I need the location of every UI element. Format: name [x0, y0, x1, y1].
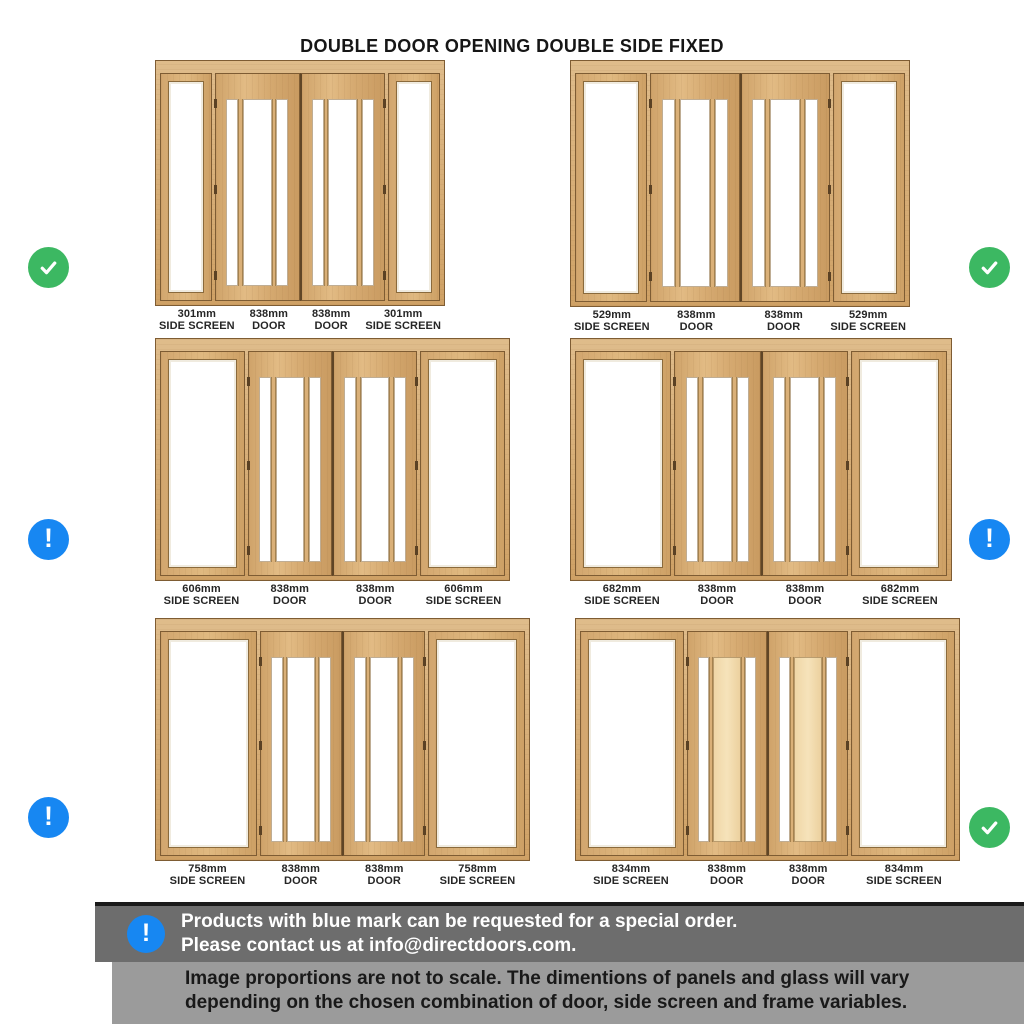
glass-pane — [662, 99, 675, 287]
dimension-type: DOOR — [314, 319, 348, 332]
dimension-value: 838mm — [281, 863, 320, 875]
dimension-value: 838mm — [677, 309, 716, 321]
side-screen-glass — [168, 81, 204, 293]
glass-pane — [773, 377, 785, 562]
dimension-type: SIDE SCREEN — [584, 594, 660, 607]
door-right — [767, 631, 848, 856]
dimension-type: DOOR — [700, 594, 734, 607]
glass-pane — [698, 657, 709, 842]
dimension-value: 682mm — [880, 583, 920, 595]
dimension-value: 606mm — [182, 583, 221, 595]
dimension-value: 838mm — [697, 583, 737, 595]
glass-pane — [790, 377, 819, 562]
door-left — [650, 73, 740, 302]
side-screen-label — [830, 310, 906, 333]
door-glazing — [271, 657, 331, 842]
door-label — [761, 584, 849, 607]
dimension-value: 758mm — [458, 863, 497, 875]
exclamation-icon — [969, 519, 1010, 560]
door-frame — [570, 60, 910, 307]
door-frame — [155, 618, 530, 861]
side-screen — [420, 351, 505, 576]
disclaimer-text — [185, 967, 1024, 1015]
glass-pane — [752, 99, 765, 287]
glass-pane — [226, 99, 238, 287]
glass-pane — [287, 657, 315, 842]
door-glazing — [312, 99, 374, 287]
notice-line: Please contact us at info@directdoors.com. — [181, 935, 577, 956]
door-glazing — [344, 377, 406, 562]
side-screen — [575, 351, 671, 576]
door-glazing — [662, 99, 728, 287]
dimension-type: DOOR — [252, 319, 286, 332]
side-screen-label — [159, 309, 235, 332]
door-left — [687, 631, 767, 856]
dimension-type: SIDE SCREEN — [425, 594, 502, 607]
side-screen — [851, 351, 947, 576]
dimension-type: DOOR — [367, 874, 401, 887]
door-glazing — [259, 377, 321, 562]
glass-pane — [703, 377, 732, 562]
dimension-type: SIDE SCREEN — [163, 594, 240, 607]
dimension-value: 529mm — [592, 309, 632, 321]
door-label — [247, 584, 333, 607]
dimension-labels — [570, 584, 952, 607]
side-screen — [160, 73, 212, 301]
door-glazing — [226, 99, 288, 287]
dimension-value: 838mm — [365, 863, 404, 875]
door-glazing — [773, 377, 836, 562]
door-glazing — [752, 99, 818, 287]
dimension-value: 834mm — [611, 863, 651, 875]
glass-pane — [276, 377, 304, 562]
door-label — [238, 309, 300, 332]
dimension-value: 301mm — [177, 308, 217, 320]
dimension-value: 838mm — [785, 583, 825, 595]
dimension-type: SIDE SCREEN — [574, 320, 650, 333]
door-right — [300, 73, 386, 301]
notice-line: Products with blue mark can be requested for a special order. — [181, 911, 738, 932]
dimension-value: 758mm — [188, 863, 227, 875]
door-right — [332, 351, 417, 576]
dimension-labels — [155, 584, 510, 607]
door-label — [686, 864, 768, 887]
door-label — [740, 310, 827, 333]
exclamation-glyph: ! — [985, 523, 994, 553]
dimension-type: SIDE SCREEN — [866, 874, 942, 887]
dimension-value: 838mm — [356, 583, 395, 595]
dimension-value: 301mm — [383, 308, 423, 320]
exclamation-icon — [28, 519, 69, 560]
dimension-value: 606mm — [444, 583, 483, 595]
disclaimer-notice — [112, 962, 1024, 1024]
configuration-top-right — [570, 60, 910, 333]
page-title: DOUBLE DOOR OPENING DOUBLE SIDE FIXED — [300, 36, 724, 57]
side-screen-label — [365, 309, 441, 332]
side-screen-glass — [588, 639, 676, 848]
exclamation-glyph: ! — [44, 801, 53, 831]
door-right — [342, 631, 425, 856]
side-screen-glass — [583, 359, 663, 568]
dimension-value: 838mm — [249, 308, 289, 320]
door-left — [260, 631, 342, 856]
dimension-type: DOOR — [791, 874, 825, 887]
checkmark-glyph — [978, 256, 1001, 279]
dimension-value: 529mm — [848, 309, 888, 321]
glass-pane — [344, 377, 356, 562]
glass-pane — [770, 99, 800, 287]
check-icon — [969, 247, 1010, 288]
side-screen-label — [574, 310, 650, 333]
door-label — [259, 864, 343, 887]
checkmark-glyph — [37, 256, 60, 279]
side-screen — [160, 631, 257, 856]
glass-pane — [319, 657, 331, 842]
glass-pane — [271, 657, 283, 842]
glass-pane — [328, 99, 357, 287]
dimension-value: 838mm — [270, 583, 309, 595]
dimension-type: SIDE SCREEN — [862, 594, 938, 607]
notice-line: Image proportions are not to scale. The dimentions of panels and glass will vary — [185, 968, 910, 989]
dimension-type: SIDE SCREEN — [830, 320, 906, 333]
side-screen-label — [574, 584, 670, 607]
dimension-value: 838mm — [707, 863, 746, 875]
exclamation-glyph: ! — [141, 918, 151, 947]
door-label — [673, 584, 761, 607]
configuration-top-left — [155, 60, 445, 332]
side-screen — [160, 351, 245, 576]
wood-panel — [794, 657, 821, 842]
dimension-type: SIDE SCREEN — [439, 874, 516, 887]
glass-pane — [745, 657, 756, 842]
door-label — [333, 584, 419, 607]
door-frame — [155, 60, 445, 306]
side-screen — [388, 73, 440, 301]
dimension-labels — [570, 310, 910, 333]
door-left — [674, 351, 761, 576]
dimension-value: 838mm — [764, 309, 803, 321]
dimension-type: DOOR — [710, 874, 744, 887]
glass-pane — [259, 377, 271, 562]
side-screen — [851, 631, 955, 856]
side-screen-glass — [428, 359, 497, 568]
door-right — [761, 351, 849, 576]
dimension-type: DOOR — [679, 320, 714, 333]
door-glazing — [354, 657, 414, 842]
door-frame — [570, 338, 952, 581]
side-screen-glass — [841, 81, 897, 294]
checkmark-glyph — [978, 816, 1001, 839]
special-order-text — [181, 910, 737, 958]
door-glazing — [686, 377, 749, 562]
dimension-labels — [155, 864, 530, 887]
door-frame — [155, 338, 510, 581]
glass-pane — [779, 657, 790, 842]
side-screen-glass — [396, 81, 432, 293]
notice-line: depending on the chosen combination of door, side screen and frame variables. — [185, 992, 908, 1013]
glass-pane — [312, 99, 324, 287]
check-icon — [969, 807, 1010, 848]
configuration-middle-right — [570, 338, 952, 607]
dimension-value: 834mm — [884, 863, 924, 875]
configuration-bottom-left — [155, 618, 530, 887]
side-screen — [428, 631, 525, 856]
door-left — [215, 73, 300, 301]
glass-pane — [394, 377, 406, 562]
exclamation-icon — [127, 915, 165, 953]
glass-pane — [686, 377, 698, 562]
side-screen — [580, 631, 684, 856]
dimension-value: 682mm — [602, 583, 642, 595]
dimension-type: DOOR — [788, 594, 822, 607]
door-label — [300, 309, 362, 332]
side-screen-label — [852, 584, 948, 607]
door-left — [248, 351, 332, 576]
glass-pane — [680, 99, 710, 287]
dimension-type: SIDE SCREEN — [169, 874, 246, 887]
glass-pane — [354, 657, 366, 842]
glass-pane — [362, 99, 374, 287]
glass-pane — [805, 99, 818, 287]
dimension-value: 838mm — [311, 308, 351, 320]
check-icon — [28, 247, 69, 288]
glass-pane — [243, 99, 272, 287]
dimension-labels — [155, 309, 445, 332]
side-screen-label — [159, 864, 256, 887]
side-screen-label — [852, 864, 956, 887]
dimension-type: DOOR — [766, 320, 801, 333]
dimension-type: DOOR — [358, 594, 392, 607]
side-screen-label — [429, 864, 526, 887]
dimension-type: DOOR — [284, 874, 318, 887]
dimension-type: SIDE SCREEN — [593, 874, 669, 887]
side-screen — [833, 73, 905, 302]
door-label — [768, 864, 850, 887]
door-frame — [575, 618, 960, 861]
side-screen-label — [579, 864, 683, 887]
glass-pane — [715, 99, 728, 287]
dimension-type: SIDE SCREEN — [159, 319, 235, 332]
door-label — [343, 864, 427, 887]
side-screen-glass — [583, 81, 639, 294]
configuration-middle-left — [155, 338, 510, 607]
side-screen — [575, 73, 647, 302]
special-order-notice — [95, 902, 1024, 962]
dimension-type: SIDE SCREEN — [365, 319, 441, 332]
glass-pane — [824, 377, 836, 562]
dimension-value: 838mm — [789, 863, 828, 875]
door-right — [740, 73, 831, 302]
side-screen-glass — [168, 639, 249, 848]
glass-pane — [370, 657, 398, 842]
glass-pane — [309, 377, 321, 562]
glass-pane — [402, 657, 414, 842]
glass-pane — [826, 657, 837, 842]
exclamation-icon — [28, 797, 69, 838]
side-screen-glass — [436, 639, 517, 848]
door-glazing — [779, 657, 838, 842]
dimension-labels — [575, 864, 960, 887]
side-screen-glass — [859, 639, 947, 848]
door-glazing — [698, 657, 757, 842]
dimension-type: DOOR — [273, 594, 307, 607]
configuration-bottom-right — [575, 618, 960, 887]
door-label — [653, 310, 740, 333]
wood-panel — [713, 657, 740, 842]
exclamation-glyph: ! — [44, 523, 53, 553]
glass-pane — [737, 377, 749, 562]
side-screen-glass — [168, 359, 237, 568]
side-screen-label — [421, 584, 506, 607]
glass-pane — [361, 377, 389, 562]
glass-pane — [276, 99, 288, 287]
side-screen-label — [159, 584, 244, 607]
side-screen-glass — [859, 359, 939, 568]
